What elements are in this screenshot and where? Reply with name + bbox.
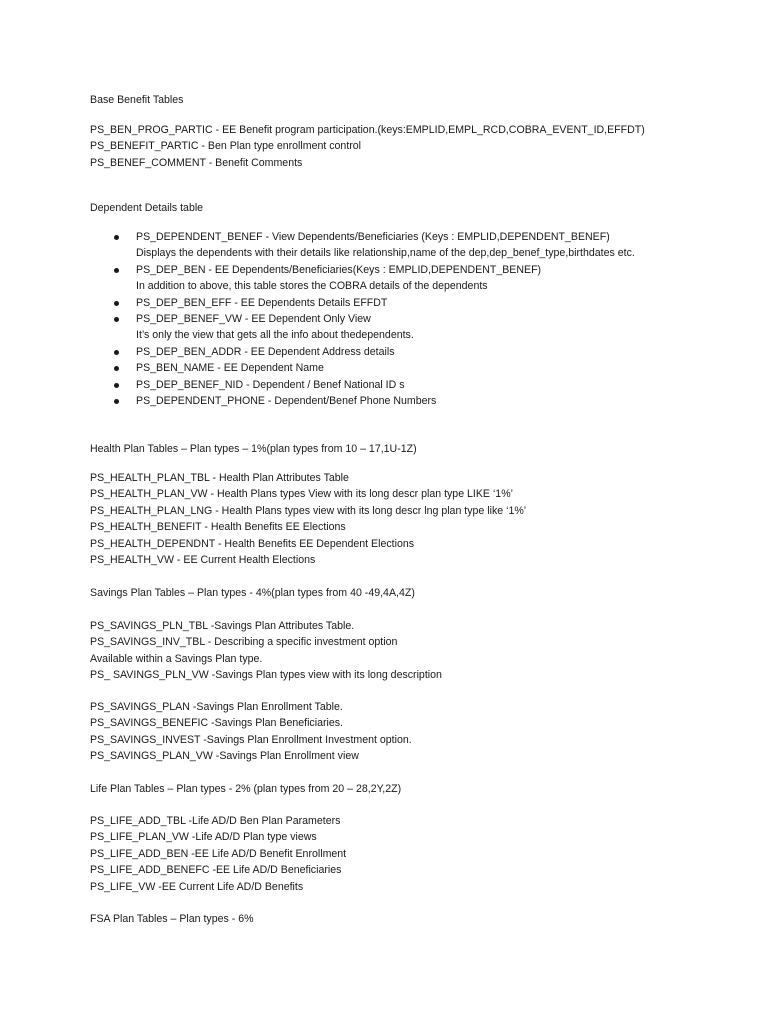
health-section-heading: Health Plan Tables – Plan types – 1%(plan types from 10 – 17,1U-1Z)	[90, 443, 417, 455]
list-item	[90, 295, 635, 311]
table-line: Available within a Savings Plan type.	[90, 652, 263, 665]
health-table-list	[90, 470, 526, 568]
table-line: PS_LIFE_ADD_BENEFC -EE Life AD/D Beneficiaries	[90, 864, 342, 877]
list-item	[90, 393, 635, 409]
table-line: PS_DEP_BEN_ADDR - EE Dependent Address details	[136, 345, 395, 358]
table-line: PS_DEPENDENT_BENEF - View Dependents/Beneficiaries (Keys : EMPLID,DEPENDENT_BENEF)	[136, 231, 610, 243]
table-line: PS_SAVINGS_PLN_TBL -Savings Plan Attributes Table.	[90, 620, 355, 632]
list-item	[90, 229, 635, 262]
table-line: PS_DEP_BEN - EE Dependents/Beneficiaries(Keys : EMPLID,DEPENDENT_BENEF)	[136, 263, 542, 276]
table-line: PS_ SAVINGS_PLN_VW -Savings Plan types view with its long description	[90, 669, 442, 682]
table-line: PS_BEN_PROG_PARTIC - EE Benefit program participation.(keys:EMPLID,EMPL_RCD,COBRA_EVENT_ID,EFFDT)	[90, 124, 645, 136]
table-description: It’s only the view that gets all the info about thedependents.	[136, 329, 414, 342]
table-line: PS_DEP_BEN_EFF - EE Dependents Details EFFDT	[136, 296, 388, 309]
bullet-icon	[114, 366, 119, 371]
table-line: PS_LIFE_PLAN_VW -Life AD/D Plan type views	[90, 831, 317, 844]
list-item	[90, 311, 635, 344]
table-description: Displays the dependents with their details like relationship,name of the dep,dep_benef_type,birthdates etc.	[136, 247, 635, 260]
table-line: PS_SAVINGS_BENEFIC -Savings Plan Beneficiaries.	[90, 717, 343, 730]
table-line: PS_SAVINGS_PLAN -Savings Plan Enrollment Table.	[90, 701, 343, 713]
bullet-icon	[114, 350, 119, 355]
base-section-heading: Base Benefit Tables	[90, 94, 184, 106]
table-line: PS_HEALTH_BENEFIT - Health Benefits EE Elections	[90, 521, 346, 534]
bullet-icon	[114, 399, 119, 404]
table-line: PS_SAVINGS_INV_TBL - Describing a specific investment option	[90, 636, 398, 649]
table-line: PS_SAVINGS_INVEST -Savings Plan Enrollment Investment option.	[90, 733, 412, 746]
table-line: PS_DEP_BENEF_NID - Dependent / Benef National ID s	[136, 378, 405, 391]
life-table-list	[90, 813, 346, 895]
table-line: PS_HEALTH_PLAN_TBL - Health Plan Attributes Table	[90, 472, 349, 484]
table-line: PS_LIFE_ADD_TBL -Life AD/D Ben Plan Parameters	[90, 815, 341, 827]
savings-enrollment-list	[90, 699, 412, 765]
bullet-icon	[114, 268, 119, 273]
dependent-bullet-list	[90, 229, 635, 409]
bullet-icon	[114, 383, 119, 388]
bullet-icon	[114, 235, 119, 240]
base-table-list	[90, 122, 645, 171]
table-line: PS_HEALTH_VW - EE Current Health Elections	[90, 553, 316, 566]
table-line: PS_DEPENDENT_PHONE - Dependent/Benef Phone Numbers	[136, 395, 437, 408]
table-line: PS_BENEF_COMMENT - Benefit Comments	[90, 156, 303, 169]
list-item	[90, 262, 635, 295]
fsa-section-heading: FSA Plan Tables – Plan types - 6%	[90, 913, 254, 925]
table-line: PS_HEALTH_PLAN_VW - Health Plans types View with its long descr plan type LIKE ‘1%’	[90, 488, 513, 501]
life-section-heading: Life Plan Tables – Plan types - 2% (plan types from 20 – 28,2Y,2Z)	[90, 783, 402, 795]
table-line: PS_SAVINGS_PLAN_VW -Savings Plan Enrollment view	[90, 750, 359, 763]
table-line: PS_DEP_BENEF_VW - EE Dependent Only View	[136, 313, 371, 326]
table-line: PS_LIFE_VW -EE Current Life AD/D Benefits	[90, 880, 304, 893]
table-line: PS_HEALTH_DEPENDNT - Health Benefits EE Dependent Elections	[90, 537, 415, 550]
dependent-section-heading: Dependent Details table	[90, 202, 204, 214]
list-item	[90, 344, 635, 360]
bullet-icon	[114, 301, 119, 306]
table-line: PS_BENEFIT_PARTIC - Ben Plan type enrollment control	[90, 140, 362, 153]
list-item	[90, 377, 635, 393]
table-line: PS_HEALTH_PLAN_LNG - Health Plans types view with its long descr lng plan type like ‘1%’	[90, 504, 527, 517]
list-item	[90, 360, 635, 376]
table-description: In addition to above, this table stores the COBRA details of the dependents	[136, 280, 488, 293]
table-line: PS_BEN_NAME - EE Dependent Name	[136, 362, 324, 375]
table-line: PS_LIFE_ADD_BEN -EE Life AD/D Benefit Enrollment	[90, 847, 347, 860]
savings-section-heading: Savings Plan Tables – Plan types - 4%(plan types from 40 -49,4A,4Z)	[90, 587, 415, 599]
bullet-icon	[114, 317, 119, 322]
savings-table-list	[90, 618, 442, 684]
